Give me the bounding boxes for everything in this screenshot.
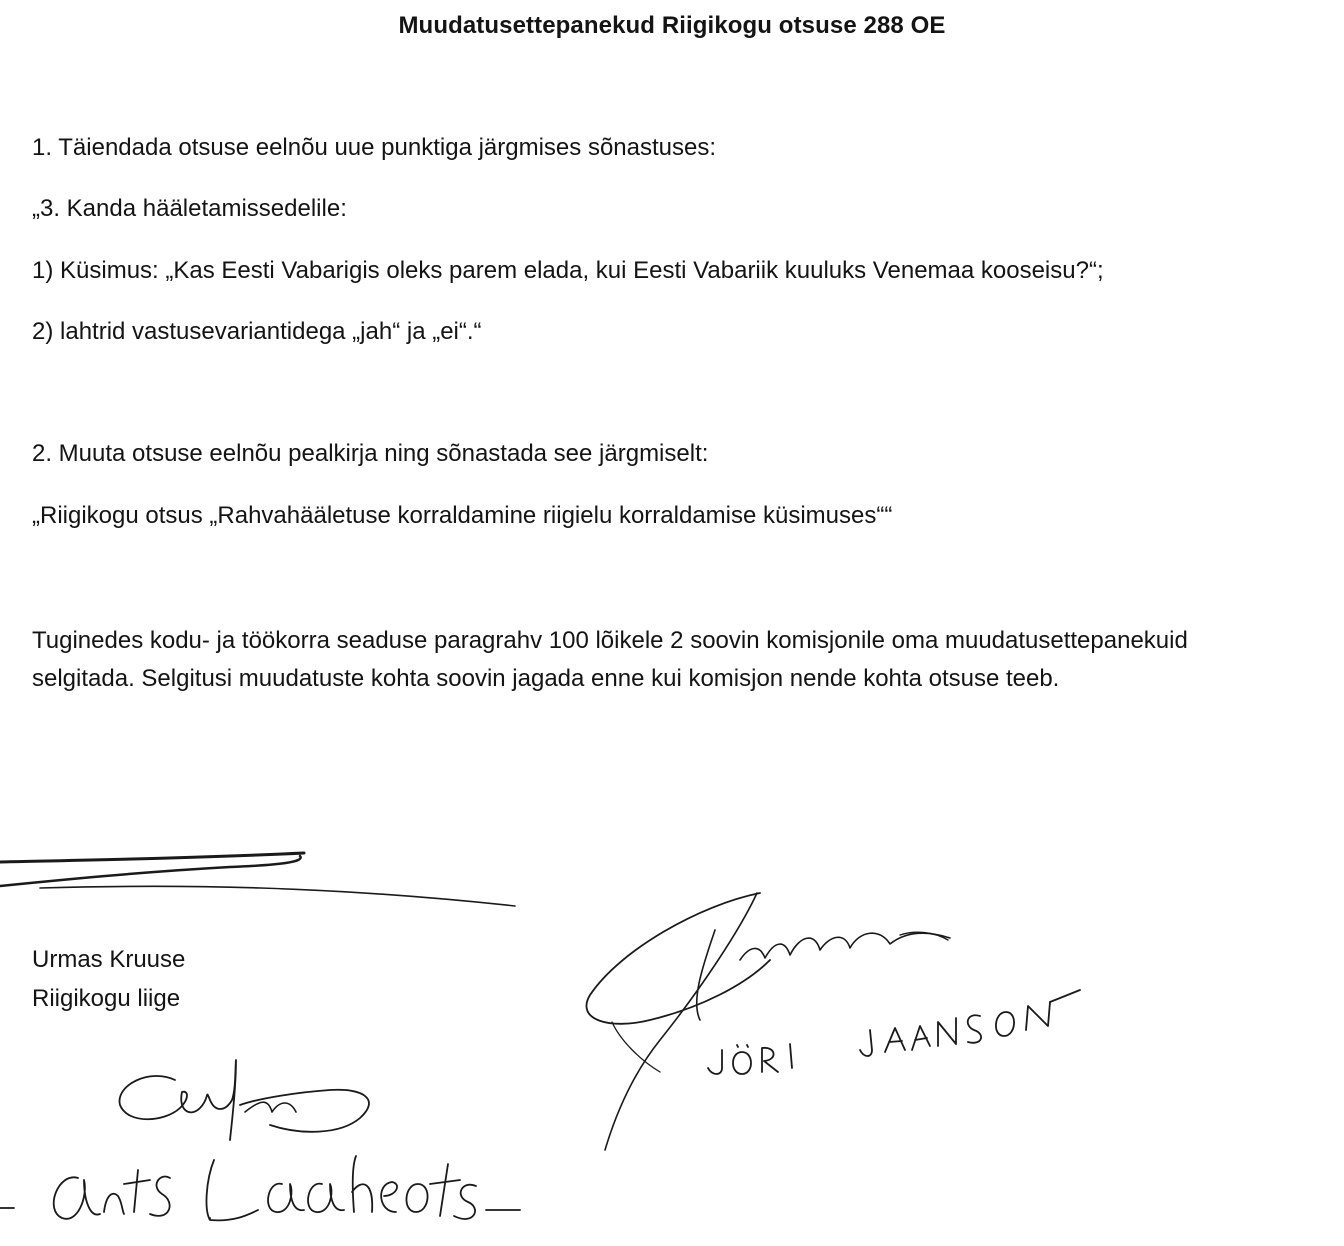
signature-kruuse bbox=[0, 853, 515, 906]
caption-juri-jaanson bbox=[708, 990, 1080, 1074]
amendment-2-title: „Riigikogu otsus „Rahvahääletuse korraldamine riigielu korraldamise küsimuses““ bbox=[32, 502, 893, 529]
signature-jaanson bbox=[586, 893, 950, 1150]
document-title: Muudatusettepanekud Riigikogu otsuse 288 OE bbox=[398, 12, 946, 39]
signatory-name: Urmas Kruuse bbox=[32, 946, 186, 973]
caption-laaneots bbox=[0, 1156, 520, 1220]
amendment-1-point-3: „3. Kanda hääletamissedelile: bbox=[32, 195, 347, 222]
amendment-1-intro: 1. Täiendada otsuse eelnõu uue punktiga järgmises sõnastuses: bbox=[32, 134, 717, 161]
explanation-paragraph: Tuginedes kodu- ja töökorra seaduse paragrahv 100 lõikele 2 soovin komisjonile oma muudatusettepanekuid selgitada. Selgitusi muudatuste kohta soovin jagada enne kui komisjon nende kohta otsuse teeb. bbox=[32, 627, 1188, 692]
signatory-role: Riigikogu liige bbox=[32, 985, 181, 1012]
amendment-1-answers: 2) lahtrid vastusevariantidega „jah“ ja „ei“.“ bbox=[32, 318, 482, 345]
signature-laaneots bbox=[120, 1060, 369, 1140]
amendment-2-intro: 2. Muuta otsuse eelnõu pealkirja ning sõnastada see järgmiselt: bbox=[32, 440, 709, 467]
amendment-1-question: 1) Küsimus: „Kas Eesti Vabarigis oleks parem elada, kui Eesti Vabariik kuuluks Venemaa kooseisu?“; bbox=[32, 257, 1104, 284]
